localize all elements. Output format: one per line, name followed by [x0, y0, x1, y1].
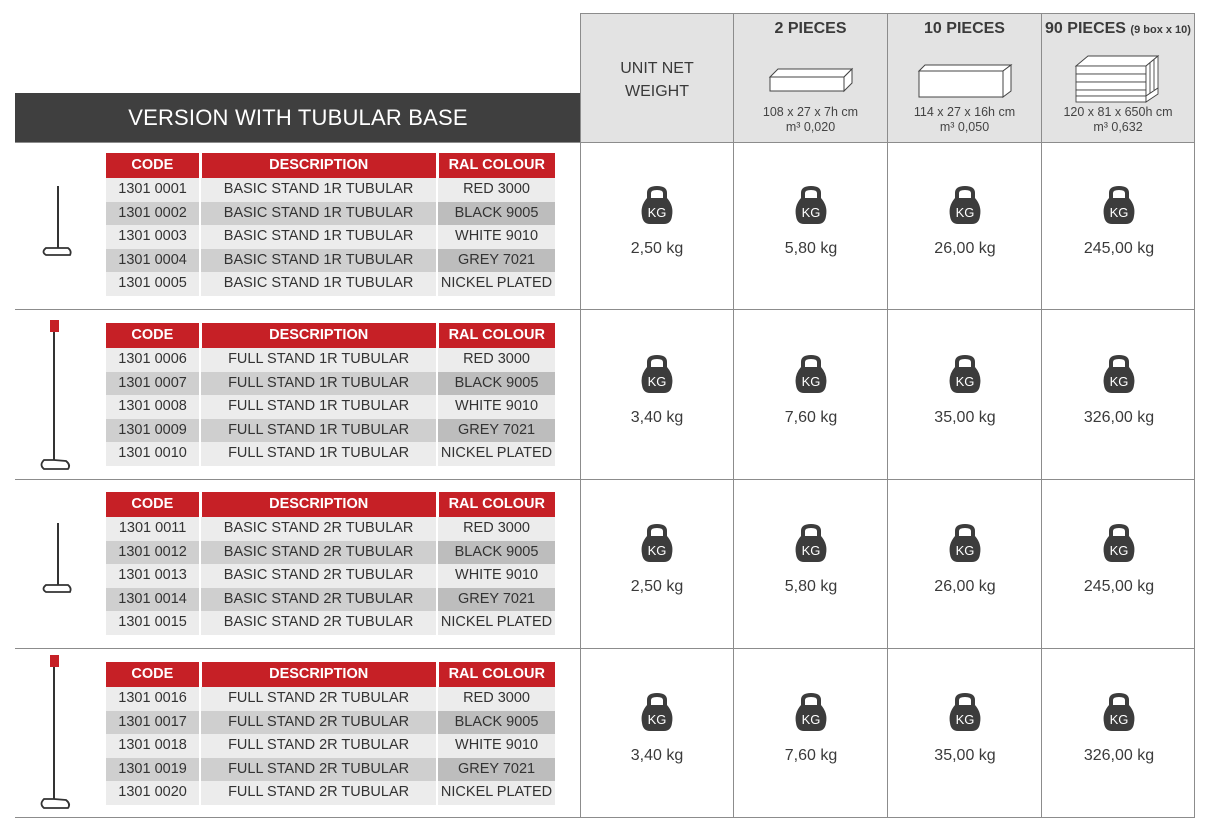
ral-colour-header: RAL COLOUR	[438, 323, 555, 348]
kettlebell-icon	[1102, 693, 1136, 733]
description-header: DESCRIPTION	[201, 323, 438, 348]
product-code: 1301 0012	[106, 541, 201, 565]
basic-stand-illustration	[38, 519, 74, 597]
weight-value: 26,00 kg	[934, 240, 996, 257]
divider	[15, 142, 1195, 143]
product-description: BASIC STAND 1R TUBULAR	[201, 225, 438, 249]
table-row	[106, 348, 555, 372]
package-volume: m³ 0,632	[1093, 120, 1143, 134]
kg-label: KG	[801, 543, 821, 558]
package-volume: m³ 0,050	[939, 120, 990, 134]
product-description: BASIC STAND 1R TUBULAR	[201, 178, 438, 202]
table-header-row	[106, 323, 555, 348]
product-code: 1301 0013	[106, 564, 201, 588]
kettlebell-icon	[640, 355, 674, 395]
kettlebell-icon	[794, 355, 828, 395]
table-row	[106, 711, 555, 735]
weight-cell	[888, 524, 1042, 596]
box-medium-icon	[888, 58, 1041, 103]
weight-cell	[888, 355, 1042, 427]
table-row	[106, 395, 555, 419]
code-header: CODE	[106, 153, 201, 178]
product-ral-colour: GREY 7021	[438, 588, 555, 612]
product-ral-colour: RED 3000	[438, 687, 555, 711]
header-unit-net-weight	[580, 13, 734, 142]
table-row	[106, 517, 555, 541]
product-description: BASIC STAND 1R TUBULAR	[201, 272, 438, 296]
weight-cell	[734, 524, 888, 596]
product-description: FULL STAND 2R TUBULAR	[201, 758, 438, 782]
product-ral-colour: WHITE 9010	[438, 225, 555, 249]
weight-value: 3,40 kg	[630, 747, 684, 764]
product-ral-colour: BLACK 9005	[438, 711, 555, 735]
package-volume: m³ 0,020	[785, 120, 836, 134]
weight-cell	[734, 693, 888, 765]
section-title: VERSION WITH TUBULAR BASE	[15, 93, 581, 142]
weight-value: 326,00 kg	[1083, 747, 1155, 764]
product-description: FULL STAND 2R TUBULAR	[201, 711, 438, 735]
weight-cell	[888, 693, 1042, 765]
table-row	[106, 588, 555, 612]
product-ral-colour: WHITE 9010	[438, 734, 555, 758]
kettlebell-icon	[1102, 524, 1136, 564]
table-row	[106, 225, 555, 249]
kg-label: KG	[1109, 712, 1129, 727]
kg-label: KG	[955, 712, 975, 727]
description-header: DESCRIPTION	[201, 662, 438, 687]
table-row	[106, 734, 555, 758]
product-description: BASIC STAND 2R TUBULAR	[201, 541, 438, 565]
code-header: CODE	[106, 492, 201, 517]
product-description: FULL STAND 1R TUBULAR	[201, 348, 438, 372]
weight-cell	[1042, 693, 1196, 765]
full-stand-illustration	[38, 653, 74, 813]
product-table-1	[106, 153, 555, 296]
product-description: FULL STAND 2R TUBULAR	[201, 781, 438, 805]
kg-label: KG	[955, 205, 975, 220]
product-table-4	[106, 662, 555, 805]
product-ral-colour: GREY 7021	[438, 249, 555, 273]
unit-net-line1: UNIT NET	[620, 60, 694, 77]
divider	[15, 309, 1195, 310]
product-description: FULL STAND 1R TUBULAR	[201, 419, 438, 443]
kg-label: KG	[647, 205, 667, 220]
product-code: 1301 0006	[106, 348, 201, 372]
table-row	[106, 781, 555, 805]
weight-value: 5,80 kg	[784, 578, 838, 595]
product-description: FULL STAND 1R TUBULAR	[201, 372, 438, 396]
weight-value: 5,80 kg	[784, 240, 838, 257]
product-description: BASIC STAND 2R TUBULAR	[201, 611, 438, 635]
product-code: 1301 0004	[106, 249, 201, 273]
product-ral-colour: WHITE 9010	[438, 564, 555, 588]
product-code: 1301 0018	[106, 734, 201, 758]
product-ral-colour: BLACK 9005	[438, 202, 555, 226]
weight-cell	[580, 524, 734, 596]
product-description: BASIC STAND 1R TUBULAR	[201, 202, 438, 226]
kettlebell-icon	[1102, 186, 1136, 226]
ral-colour-header: RAL COLOUR	[438, 153, 555, 178]
package-label: 10 PIECES	[924, 20, 1005, 37]
kettlebell-icon	[794, 524, 828, 564]
product-code: 1301 0015	[106, 611, 201, 635]
unit-net-line2: WEIGHT	[625, 83, 689, 100]
kg-label: KG	[1109, 543, 1129, 558]
table-row	[106, 178, 555, 202]
kg-label: KG	[1109, 205, 1129, 220]
product-ral-colour: WHITE 9010	[438, 395, 555, 419]
table-row	[106, 272, 555, 296]
kettlebell-icon	[948, 524, 982, 564]
product-code: 1301 0010	[106, 442, 201, 466]
weight-value: 245,00 kg	[1083, 578, 1155, 595]
product-table-2	[106, 323, 555, 466]
kg-label: KG	[647, 543, 667, 558]
weight-value: 326,00 kg	[1083, 408, 1155, 426]
package-dims: 108 x 27 x 7h cm	[762, 105, 859, 119]
product-description: FULL STAND 1R TUBULAR	[201, 395, 438, 419]
product-ral-colour: RED 3000	[438, 517, 555, 541]
weight-value: 7,60 kg	[784, 747, 838, 764]
kettlebell-icon	[640, 524, 674, 564]
table-row	[106, 372, 555, 396]
weight-cell	[580, 355, 734, 427]
header-2-pieces	[734, 13, 888, 142]
table-row	[106, 758, 555, 782]
kettlebell-icon	[794, 693, 828, 733]
product-ral-colour: NICKEL PLATED	[438, 442, 555, 466]
weight-cell	[580, 693, 734, 765]
code-header: CODE	[106, 662, 201, 687]
weight-value: 2,50 kg	[630, 240, 684, 257]
table-row	[106, 611, 555, 635]
ral-colour-header: RAL COLOUR	[438, 492, 555, 517]
product-code: 1301 0020	[106, 781, 201, 805]
weight-value: 7,60 kg	[784, 408, 838, 426]
weight-value: 245,00 kg	[1083, 240, 1155, 257]
table-row	[106, 564, 555, 588]
product-ral-colour: RED 3000	[438, 178, 555, 202]
kg-label: KG	[647, 712, 667, 727]
weight-value: 2,50 kg	[630, 578, 684, 595]
product-description: FULL STAND 2R TUBULAR	[201, 734, 438, 758]
product-code: 1301 0005	[106, 272, 201, 296]
product-ral-colour: NICKEL PLATED	[438, 272, 555, 296]
weight-value: 35,00 kg	[934, 408, 996, 426]
weight-cell	[1042, 186, 1196, 258]
kettlebell-icon	[948, 355, 982, 395]
code-header: CODE	[106, 323, 201, 348]
product-code: 1301 0001	[106, 178, 201, 202]
table-row	[106, 687, 555, 711]
product-description: BASIC STAND 2R TUBULAR	[201, 588, 438, 612]
description-header: DESCRIPTION	[201, 153, 438, 178]
package-sub: (9 box x 10)	[1130, 24, 1191, 36]
kettlebell-icon	[794, 186, 828, 226]
product-code: 1301 0003	[106, 225, 201, 249]
weight-cell	[1042, 524, 1196, 596]
header-10-pieces	[888, 13, 1042, 142]
table-row	[106, 541, 555, 565]
kettlebell-icon	[948, 693, 982, 733]
product-code: 1301 0008	[106, 395, 201, 419]
product-ral-colour: NICKEL PLATED	[438, 611, 555, 635]
product-description: FULL STAND 2R TUBULAR	[201, 687, 438, 711]
table-row	[106, 419, 555, 443]
table-header-row	[106, 662, 555, 687]
product-code: 1301 0011	[106, 517, 201, 541]
package-label: 2 PIECES	[774, 20, 847, 37]
product-code: 1301 0007	[106, 372, 201, 396]
pallet-icon	[1042, 57, 1194, 102]
kg-label: KG	[955, 373, 975, 389]
weight-cell	[734, 186, 888, 258]
weight-cell	[888, 186, 1042, 258]
weight-cell	[734, 355, 888, 427]
kg-label: KG	[801, 205, 821, 220]
package-dims: 120 x 81 x 650h cm	[1063, 105, 1173, 119]
product-description: BASIC STAND 1R TUBULAR	[201, 249, 438, 273]
kettlebell-icon	[640, 693, 674, 733]
product-ral-colour: BLACK 9005	[438, 372, 555, 396]
product-code: 1301 0009	[106, 419, 201, 443]
product-code: 1301 0019	[106, 758, 201, 782]
product-code: 1301 0014	[106, 588, 201, 612]
weight-value: 26,00 kg	[934, 578, 996, 595]
header-90-pieces	[1042, 13, 1195, 142]
divider	[15, 479, 1195, 480]
divider	[15, 648, 1195, 649]
product-description: BASIC STAND 2R TUBULAR	[201, 564, 438, 588]
weight-value: 35,00 kg	[934, 747, 996, 764]
kg-label: KG	[801, 712, 821, 727]
table-header-row	[106, 492, 555, 517]
product-code: 1301 0017	[106, 711, 201, 735]
kg-label: KG	[955, 543, 975, 558]
kettlebell-icon	[1102, 355, 1136, 395]
weight-value: 3,40 kg	[630, 408, 684, 426]
table-row	[106, 249, 555, 273]
product-ral-colour: RED 3000	[438, 348, 555, 372]
package-label: 90 PIECES	[1045, 20, 1126, 37]
divider	[15, 817, 1195, 818]
box-small-icon	[734, 58, 887, 103]
kg-label: KG	[801, 373, 821, 389]
product-code: 1301 0002	[106, 202, 201, 226]
description-header: DESCRIPTION	[201, 492, 438, 517]
product-ral-colour: GREY 7021	[438, 419, 555, 443]
kg-label: KG	[647, 373, 667, 389]
product-ral-colour: BLACK 9005	[438, 541, 555, 565]
table-header-row	[106, 153, 555, 178]
kettlebell-icon	[948, 186, 982, 226]
product-ral-colour: NICKEL PLATED	[438, 781, 555, 805]
ral-colour-header: RAL COLOUR	[438, 662, 555, 687]
product-description: BASIC STAND 2R TUBULAR	[201, 517, 438, 541]
product-table-3	[106, 492, 555, 635]
product-code: 1301 0016	[106, 687, 201, 711]
kg-label: KG	[1109, 373, 1129, 389]
table-row	[106, 202, 555, 226]
full-stand-illustration	[38, 318, 74, 474]
package-dims: 114 x 27 x 16h cm	[913, 105, 1016, 119]
table-row	[106, 442, 555, 466]
product-description: FULL STAND 1R TUBULAR	[201, 442, 438, 466]
kettlebell-icon	[640, 186, 674, 226]
weight-cell	[1042, 355, 1196, 427]
weight-cell	[580, 186, 734, 258]
basic-stand-illustration	[38, 182, 74, 260]
product-ral-colour: GREY 7021	[438, 758, 555, 782]
